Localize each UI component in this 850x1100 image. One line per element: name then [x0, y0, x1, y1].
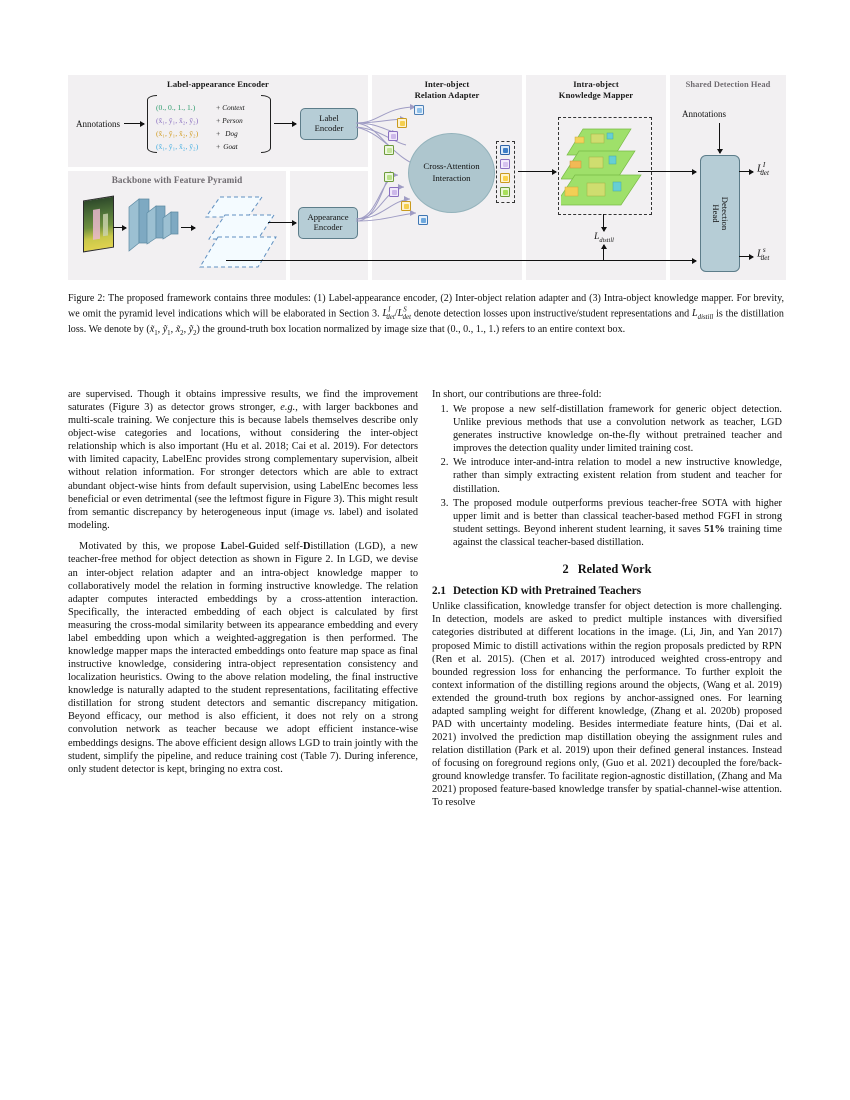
para2-part-a: Motivated by this, we propose — [79, 541, 221, 553]
paragraph-labelenc-limits — [68, 388, 418, 532]
subsection-number: 2.1 — [432, 585, 446, 598]
interacted-embedding-blue — [500, 145, 510, 155]
arrow-pyramid-to-appearance-encoder — [268, 222, 296, 223]
list-item: 1. We propose a new self-distillation framework for generic object detection. Unlike previous methods that use a convolution network as teacher, LGD generates instructive knowledge on-the-fly without pretrained teacher and improves the detection quality under limited training cost. — [451, 403, 782, 455]
matrix-row — [156, 97, 264, 110]
annotations-input-label: Annotations — [76, 119, 120, 129]
matrix-row — [156, 136, 264, 149]
embedding-square-appearance-blue — [418, 215, 428, 225]
annotations-head-label: Annotations — [682, 109, 726, 119]
right-text-column — [432, 388, 782, 810]
annotation-matrix — [147, 95, 271, 151]
panel-title-shared-detection-head: Shared Detection Head — [685, 80, 771, 89]
section-heading-related-work — [432, 562, 782, 578]
embedding-square-label-blue — [414, 105, 424, 115]
caption-math-box: ($x̃_1$, ỹ$_1$, $x̃_2$, ỹ$_2$) — [146, 323, 200, 337]
matrix-row-coords: (0., 0., 1., 1.) — [156, 103, 196, 112]
matrix-row-coords: (x̃₁, ỹ₁, x̃₂, ỹ₂) — [156, 129, 199, 138]
label-encoder-line2: Encoder — [314, 123, 344, 133]
input-image-thumbnail — [83, 196, 114, 253]
arrow-matrix-to-label-encoder — [274, 123, 296, 124]
caption-segment-2: denote detection losses upon instructive/student representations and — [411, 308, 693, 320]
embedding-square-appearance-purple — [389, 187, 399, 197]
arrow-student-skip-to-head — [226, 260, 696, 261]
embedding-square-appearance-green — [384, 172, 394, 182]
cross-attention-line1: Cross-Attention — [423, 161, 480, 172]
caption-segment-1: Figure 2: The proposed framework contains three modules: (1) Label-appearance encoder, (2) Inter-object relation adapter and (3) Intra-object knowledge mapper. For brevity, we omit the pyramid level indications which will be elaborated in Section 3. — [68, 293, 784, 320]
section-title: Related Work — [577, 562, 652, 577]
matrix-row-plus: + — [216, 129, 221, 138]
panel-title-backbone: Backbone with Feature Pyramid — [111, 175, 243, 185]
contrib3-part-b: training time against the classical teacher-based distillation. — [453, 524, 782, 549]
caption-segment-4: the ground-truth box location normalized by image size that (0., 0., 1., 1.) refers to an entire context box. — [199, 323, 626, 335]
arrow-mapper-to-head — [638, 171, 696, 172]
loss-distill-label: $L_{distill}$ — [594, 232, 614, 244]
subsection-heading-detection-kd — [432, 584, 782, 598]
panel-title-intra-object-line2: Knowledge Mapper — [558, 90, 634, 100]
para1-vs: vs. — [323, 506, 335, 518]
panel-title-intra-object-line1: Intra-object — [573, 79, 619, 89]
para1-part-b: , with larger backbones and multi-scale training. We conjecture this is because labels themselves describe only object-wise categories and locations, without considering the inter-object relationship which is also important (Hu et al. 2018; Cai et al. 2019). For detectors with limited capacity, LabelEnc provides strong complementary supervision, albeit without relation information. For stronger detectors which are able to extract abundant object-wise hints from default supervision, using LabelEnc becomes less beneficial or even detrimental (see the leftmost figure in Figure 3). This might result from semantic discrepancy by heterogeneous input (image — [68, 402, 418, 518]
section-number: 2 — [562, 562, 569, 577]
panel-title-inter-object-line1: Inter-object — [424, 79, 470, 89]
detection-head-box — [700, 155, 740, 272]
para2-istillation: istillation — [310, 541, 350, 553]
para1-part-a: are supervised. Though it obtains impressive results, we find the improvement saturates (Figure 3) as detector grows stronger, — [68, 389, 418, 414]
interacted-embedding-orange — [500, 173, 510, 183]
instructive-feature-maps-icon — [561, 127, 649, 207]
list-item — [451, 497, 782, 549]
arrow-annotations-to-head — [719, 123, 720, 153]
contributions-list — [432, 403, 782, 550]
matrix-row — [156, 123, 264, 136]
backbone-cnn-icon — [127, 193, 189, 255]
arrow-head-to-loss-instructive — [739, 171, 753, 172]
para2-part-b: (LGD), a new teacher-free method for object detection as shown in Figure 2. In LGD, we devise an inter-object relation adapter and an intra-object knowledge mapper to collaboratively model the relation in forming instructive knowledge. The relation adapter computes interacted embeddings by a cross-attention interaction. Specifically, the interacted embedding of each object is calculated by first measuring the cross-modal similarity between its appearance embedding and every label embedding upon which a weighted-aggregation is then performed. The knowledge mapper maps the interacted embeddings onto feature map space as final instructive knowledge, considering intra-object representation consistency and localization heuristics. Owing to the above relation modeling, the final instructive knowledge is naturally adapted to the student representations, facilitating effective distillation for strong student detectors and semantic discrepancy mitigation. Beyond efficacy, our method is also efficient, it does not rely on a strong convolution network as teacher because we adopt efficient instance-wise embeddings designs. The above efficient design allows LGD to train jointly with the student, simplify the pipeline, and reduce training cost (Table 7). During inference, only student detector is kept, bringing no extra cost. — [68, 541, 418, 775]
caption-math-losses: $L^I_{det}/L^S_{det}$ — [382, 306, 412, 322]
matrix-row-plus: + — [216, 142, 221, 151]
para2-uided: uided self- — [256, 541, 303, 553]
para2-abel: abel- — [227, 541, 249, 553]
appearance-encoder-box — [298, 207, 358, 239]
para1-eg: e.g. — [280, 402, 296, 414]
matrix-row-name: Dog — [225, 130, 238, 138]
matrix-row-coords: (x̃₁, ỹ₁, x̃₂, ỹ₂) — [156, 116, 199, 125]
arrow-student-to-ldistill — [603, 245, 604, 261]
figure-caption — [68, 292, 784, 338]
appearance-encoder-line1: Appearance — [307, 212, 349, 223]
embedding-square-label-green — [384, 145, 394, 155]
interacted-embedding-green — [500, 187, 510, 197]
matrix-row-plus: + — [216, 116, 221, 125]
para1-part-c: label) and isolated modeling. — [68, 506, 418, 531]
label-encoder-box — [300, 108, 358, 140]
arrow-annotations-to-matrix — [124, 123, 144, 124]
matrix-row — [156, 110, 264, 123]
list-item: 2. We introduce inter-and-intra relation to model a new instructive knowledge, rather than simply extracting existent relation from student and teacher for distillation. — [451, 456, 782, 495]
feature-pyramid-icon — [196, 193, 282, 275]
embedding-square-appearance-orange — [401, 201, 411, 211]
contrib3-part-a: The proposed module outperforms previous teacher-free SOTA with higher upper limit and is better than classical teacher-based method FGFI in strong student settings. Beyond inherent student learning, it saves — [453, 498, 782, 536]
caption-math-ldistill: $L_{distill}$ — [692, 308, 714, 322]
arrow-image-to-backbone — [113, 227, 126, 228]
caption-segment-3: is the distillation loss. We denote by — [68, 308, 784, 335]
loss-det-instructive-label: $L^I_{det}$ — [757, 161, 769, 177]
arrow-backbone-to-pyramid — [181, 227, 195, 228]
embedding-square-label-purple — [388, 131, 398, 141]
matrix-row-plus: + — [216, 103, 221, 112]
detection-head-line2: Head — [711, 204, 721, 223]
arrow-to-ldistill — [603, 214, 604, 231]
panel-title-inter-object-line2: Relation Adapter — [414, 90, 480, 100]
matrix-row-coords: (x̃₁, ỹ₁, x̃₂, ỹ₂) — [156, 142, 199, 151]
detection-head-line1: Detection — [720, 196, 731, 231]
appearance-encoder-line2: Encoder — [313, 222, 343, 232]
para2-bold-g: G — [248, 541, 257, 553]
subsection-title: Detection KD with Pretrained Teachers — [452, 585, 642, 598]
arrow-head-to-loss-student — [739, 256, 753, 257]
contrib3-bold-pct: 51% — [704, 524, 725, 536]
arrow-adapter-to-mapper — [518, 171, 556, 172]
loss-det-student-label: $L^s_{det}$ — [757, 246, 770, 262]
cross-attention-ellipse — [408, 133, 495, 213]
panel-title-label-appearance-encoder: Label-appearance Encoder — [167, 79, 269, 89]
paragraph-lgd-motivation — [68, 540, 418, 775]
matrix-row-name: Goat — [223, 143, 238, 151]
matrix-row-name: Context — [222, 104, 245, 112]
para2-bold-l: L — [220, 541, 228, 553]
paragraph-related-work: Unlike classification, knowledge transfer for object detection is more challenging. In detection, models are asked to predict multiple instances with diversified categories distributed at different locations in the image. (Li, Jin, and Yan 2017) proposed Mimic to distill activations within the region proposals predicted by RPN (Ren et al. 2015). (Chen et al. 2017) introduced weighted cross-entropy and bounded regression loss for enhancing the performance. To further exploit the context information of the distilling regions around the objects, (Wang et al. 2019) extended the ground-truth box regions by anchor-assigned ones. For learning adapted sampling weight for different knowledge, (Zhang et al. 2020b) proposed PAD with uncertainty modeling. Besides intermediate feature hints, (Dai et al. 2021) involved the prediction map distillation obeying the assignment rules and relation distillation (Park et al. 2019) upon their defined general instances. Instead of focusing on foreground regions only, (Guo et al. 2021) decoupled the fore/back-ground knowledge transfer. To facilitate region-agnostic distillation, (Zhang and Ma 2021) proposed feature-based knowledge transfer by spatial-channel-wise attention. To resolve — [432, 601, 782, 809]
figure-2 — [68, 75, 786, 280]
interacted-embedding-purple — [500, 159, 510, 169]
label-encoder-line1: Label — [319, 113, 339, 124]
embedding-square-label-orange — [397, 118, 407, 128]
matrix-row-name: Person — [222, 117, 243, 125]
left-text-column — [68, 388, 418, 776]
para2-bold-d: D — [302, 541, 311, 553]
cross-attention-line2: Interaction — [432, 173, 471, 183]
contributions-intro: In short, our contributions are three-fold: — [432, 389, 602, 400]
